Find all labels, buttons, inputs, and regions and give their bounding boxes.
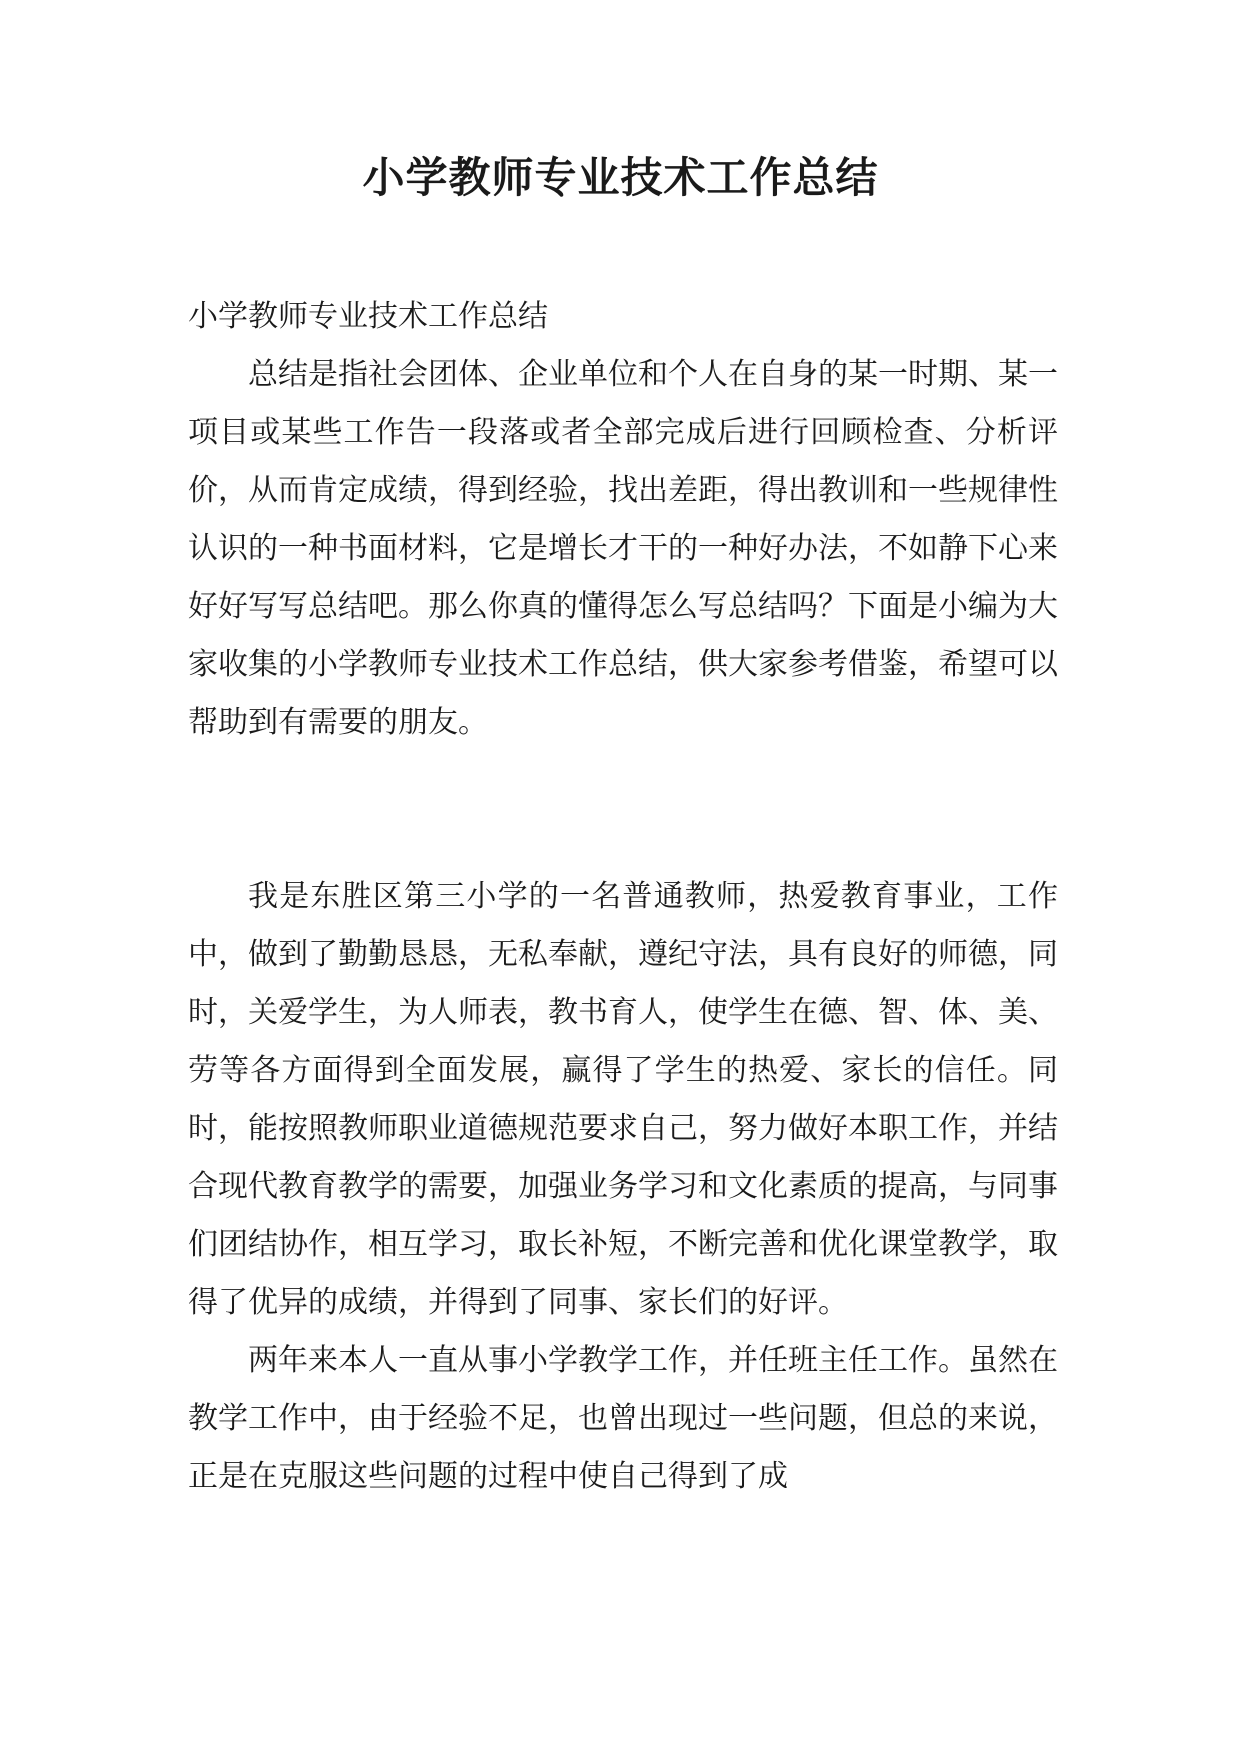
document-subtitle: 小学教师专业技术工作总结: [188, 299, 548, 334]
paragraph-teaching-experience: 两年来本人一直从事小学教学工作，并任班主任工作。虽然在教学工作中，由于经验不足，也曾出现过一些问题，但总的来说，正是在克服这些问题的过程中使自己得到了成: [188, 1343, 1058, 1494]
document-body: [188, 288, 1058, 1506]
paragraph-intro: 总结是指社会团体、企业单位和个人在自身的某一时期、某一项目或某些工作告一段落或者全部完成后进行回顾检查、分析评价，从而肯定成绩，得到经验，找出差距，得出教训和一些规律性认识的一种书面材料，它是增长才干的一种好办法，不如静下心来好好写写总结吧。那么你真的懂得怎么写总结吗？下面是小编为大家收集的小学教师专业技术工作总结，供大家参考借鉴，希望可以帮助到有需要的朋友。: [188, 357, 1058, 740]
paragraph-self-introduction: 我是东胜区第三小学的一名普通教师，热爱教育事业，工作中，做到了勤勤恳恳，无私奉献，遵纪守法，具有良好的师德，同时，关爱学生，为人师表，教书育人，使学生在德、智、体、美、劳等各方面得到全面发展，赢得了学生的热爱、家长的信任。同时，能按照教师职业道德规范要求自己，努力做好本职工作，并结合现代教育教学的需要，加强业务学习和文化素质的提高，与同事们团结协作，相互学习，取长补短，不断完善和优化课堂教学，取得了优异的成绩，并得到了同事、家长们的好评。: [188, 879, 1058, 1320]
document-title: 小学教师专业技术工作总结: [362, 153, 879, 202]
